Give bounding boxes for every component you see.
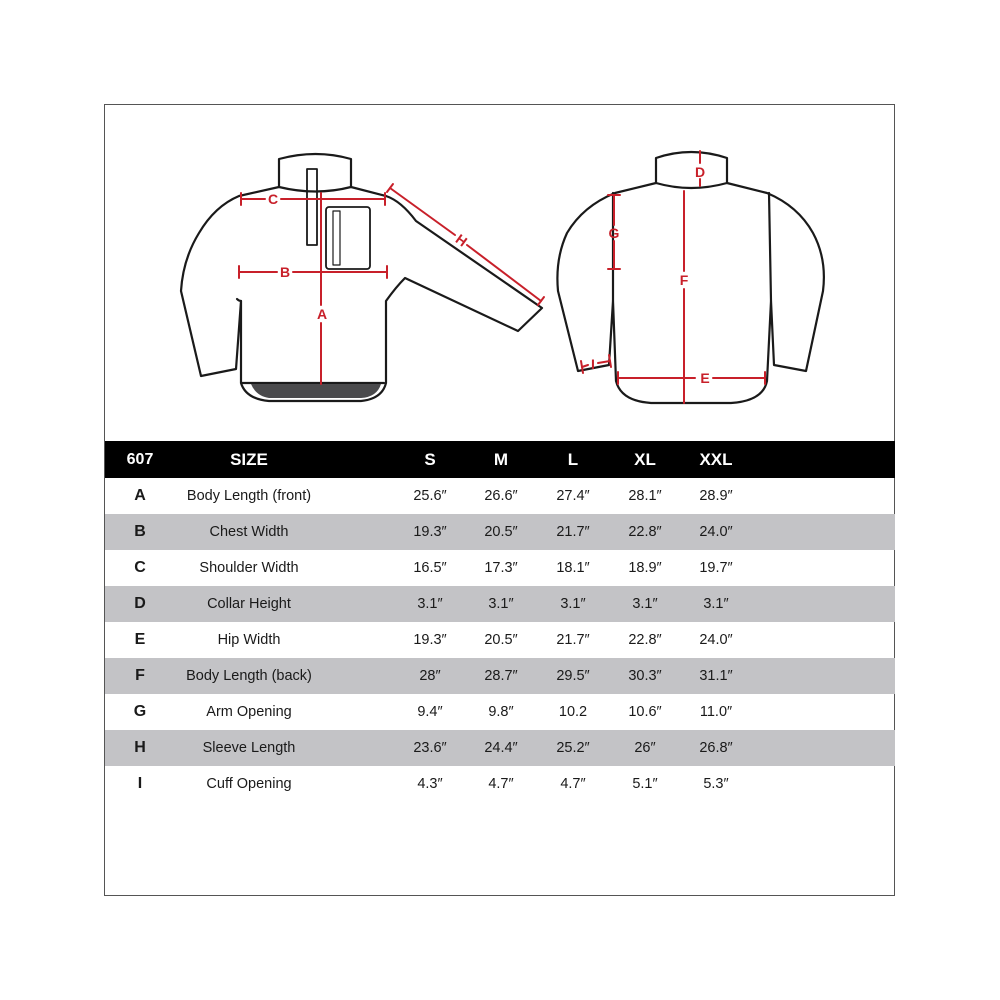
value-m: 9.8″ xyxy=(488,704,514,720)
measurement-code: D xyxy=(134,595,146,612)
dimension-c-label: C xyxy=(267,191,279,207)
size-chart-frame xyxy=(104,104,895,896)
value-l: 21.7″ xyxy=(556,524,590,540)
dimension-a-label: A xyxy=(316,306,328,322)
value-xl: 22.8″ xyxy=(628,524,662,540)
measurement-name: Hip Width xyxy=(217,632,281,648)
value-xxl: 11.0″ xyxy=(699,704,733,720)
table-body xyxy=(105,478,895,802)
size-header-s: S xyxy=(424,449,436,469)
value-s: 19.3″ xyxy=(413,524,447,540)
table-row xyxy=(105,586,895,622)
table-row xyxy=(105,694,895,730)
value-xl: 5.1″ xyxy=(632,776,658,792)
dimension-e-label: E xyxy=(700,370,710,386)
value-m: 26.6″ xyxy=(484,488,518,504)
value-l: 27.4″ xyxy=(556,488,590,504)
measurement-name: Sleeve Length xyxy=(202,740,296,756)
dimension-b-label: B xyxy=(279,264,291,280)
measurement-code: I xyxy=(137,775,143,792)
value-xxl: 26.8″ xyxy=(699,740,733,756)
value-m: 3.1″ xyxy=(488,596,514,612)
measurement-code: C xyxy=(134,559,146,576)
value-xxl: 5.3″ xyxy=(703,776,729,792)
model-number: 607 xyxy=(126,450,154,468)
size-table xyxy=(105,441,895,802)
value-xl: 10.6″ xyxy=(628,704,662,720)
dimension-i-label: I xyxy=(591,356,595,372)
dimension-b-line xyxy=(239,266,387,278)
dimension-h-line xyxy=(387,184,544,305)
value-l: 18.1″ xyxy=(556,560,590,576)
size-column-header: SIZE xyxy=(230,449,268,469)
measurement-code: H xyxy=(134,739,146,756)
measurement-name: Chest Width xyxy=(209,524,289,540)
value-s: 4.3″ xyxy=(417,776,443,792)
value-m: 28.7″ xyxy=(484,668,518,684)
value-s: 28″ xyxy=(419,668,441,684)
value-s: 3.1″ xyxy=(417,596,443,612)
value-l: 10.2 xyxy=(558,704,588,720)
dimension-h-label: H xyxy=(452,230,471,250)
measurement-name: Arm Opening xyxy=(206,704,292,720)
value-m: 20.5″ xyxy=(484,524,518,540)
measurement-code: B xyxy=(134,523,146,540)
value-m: 4.7″ xyxy=(488,776,514,792)
table-row xyxy=(105,730,895,766)
table-row xyxy=(105,658,895,694)
value-xl: 18.9″ xyxy=(628,560,662,576)
dimension-e-line xyxy=(618,372,765,384)
size-header-xl: XL xyxy=(634,449,656,469)
measurement-code: F xyxy=(135,667,145,684)
value-xxl: 3.1″ xyxy=(703,596,729,612)
value-xxl: 28.9″ xyxy=(699,488,733,504)
value-m: 24.4″ xyxy=(484,740,518,756)
value-xl: 28.1″ xyxy=(628,488,662,504)
measurement-name: Body Length (back) xyxy=(186,668,312,684)
value-s: 25.6″ xyxy=(413,488,447,504)
table-row xyxy=(105,766,895,802)
front-jacket-outline xyxy=(181,154,542,401)
value-m: 20.5″ xyxy=(484,632,518,648)
value-l: 4.7″ xyxy=(560,776,586,792)
size-header-l: L xyxy=(567,449,579,469)
garment-diagram xyxy=(105,105,896,440)
table-header-row xyxy=(105,441,895,478)
value-xxl: 31.1″ xyxy=(699,668,733,684)
size-header-m: M xyxy=(493,449,509,469)
value-xxl: 19.7″ xyxy=(699,560,733,576)
value-s: 19.3″ xyxy=(413,632,447,648)
measurement-name: Shoulder Width xyxy=(199,560,299,576)
value-m: 17.3″ xyxy=(484,560,518,576)
value-l: 25.2″ xyxy=(556,740,590,756)
measurement-name: Collar Height xyxy=(207,596,291,612)
value-s: 16.5″ xyxy=(413,560,447,576)
value-xl: 26″ xyxy=(634,740,656,756)
size-header-xxl: XXL xyxy=(699,449,733,469)
value-s: 9.4″ xyxy=(417,704,443,720)
table-row xyxy=(105,550,895,586)
table-row xyxy=(105,478,895,514)
value-xxl: 24.0″ xyxy=(699,524,733,540)
value-xl: 30.3″ xyxy=(628,668,662,684)
table-row xyxy=(105,622,895,658)
dimension-f-label: F xyxy=(679,272,689,288)
back-jacket-outline xyxy=(557,152,823,403)
measurement-code: A xyxy=(134,487,146,504)
value-xl: 22.8″ xyxy=(628,632,662,648)
dimension-d-label: D xyxy=(694,164,706,180)
value-l: 3.1″ xyxy=(560,596,586,612)
measurement-code: G xyxy=(133,703,147,720)
value-xxl: 24.0″ xyxy=(699,632,733,648)
value-l: 29.5″ xyxy=(556,668,590,684)
measurement-name: Body Length (front) xyxy=(186,488,312,504)
dimension-g-label: G xyxy=(608,225,620,241)
value-xl: 3.1″ xyxy=(632,596,658,612)
dimension-c-line xyxy=(241,193,385,205)
table-row xyxy=(105,514,895,550)
measurement-name: Cuff Opening xyxy=(206,776,292,792)
value-s: 23.6″ xyxy=(413,740,447,756)
measurement-code: E xyxy=(134,631,146,648)
value-l: 21.7″ xyxy=(556,632,590,648)
